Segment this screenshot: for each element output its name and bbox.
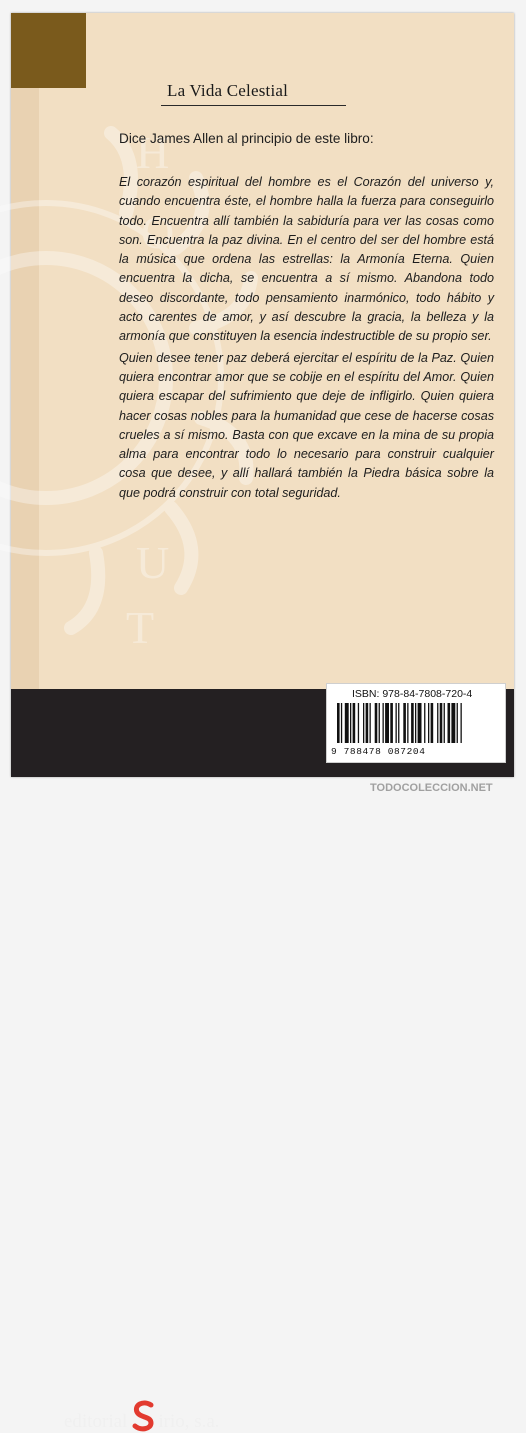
svg-text:T: T	[126, 602, 155, 653]
title-underline	[161, 105, 346, 106]
quote-paragraph-1: El corazón espiritual del hombre es el Corazón del universo y, cuando encuentra éste, el hombre halla la fuerza para conseguirlo todo. Encuentra allí también la sabiduría para ver las cosas como son. Encuentra la paz divina. En el centro del ser del hombre está la música que ordena las estrellas: la Armonía Eterna. Quien encuentra la dicha, se encuentra a sí mismo. Abandona todo deseo discordante, todo pensamiento inarmónico, todo hábito y acto carentes de amor, y así descubre la gracia, la belleza y la armonía que constituyen la esencia indestructible de su propio ser.	[119, 175, 494, 344]
accent-square	[11, 13, 86, 88]
sirio-logo-icon	[131, 1401, 157, 1431]
publisher-name	[64, 1401, 220, 1433]
site-watermark: TODOCOLECCION.NET	[370, 782, 493, 794]
series-title-block	[161, 81, 346, 106]
quote-block	[119, 173, 494, 503]
barcode-panel	[326, 683, 506, 763]
svg-text:U: U	[136, 537, 170, 588]
svg-text:H: H	[136, 127, 170, 178]
isbn-label: ISBN: 978-84-7808-720-4	[352, 688, 473, 700]
intro-text: Dice James Allen al principio de este libro:	[119, 131, 374, 146]
barcode-digits: 9 788478 087204	[331, 746, 426, 757]
publisher-prefix: editorial	[64, 1411, 128, 1432]
barcode-icon	[333, 703, 499, 746]
svg-text:O: O	[141, 207, 175, 258]
series-title: La Vida Celestial	[167, 81, 289, 100]
publisher-suffix: irio, s.a.	[158, 1411, 220, 1432]
quote-paragraph-2: Quien desee tener paz deberá ejercitar el espíritu de la Paz. Quien quiera encontrar amor que se cobije en el espíritu del Amor. Quien quiera escapar del sufrimiento que deje de infligirlo. Quien quiera hacer cosas nobles para la humanidad que cese de hacerse cosas crueles a sí mismo. Basta con que excave en la mina de su propia alma para encontrar todo lo necesario para construir cualquier cosa que desee, y allí hallará también la Piedra básica sobre la que podrá construir con total seguridad.	[119, 350, 494, 500]
